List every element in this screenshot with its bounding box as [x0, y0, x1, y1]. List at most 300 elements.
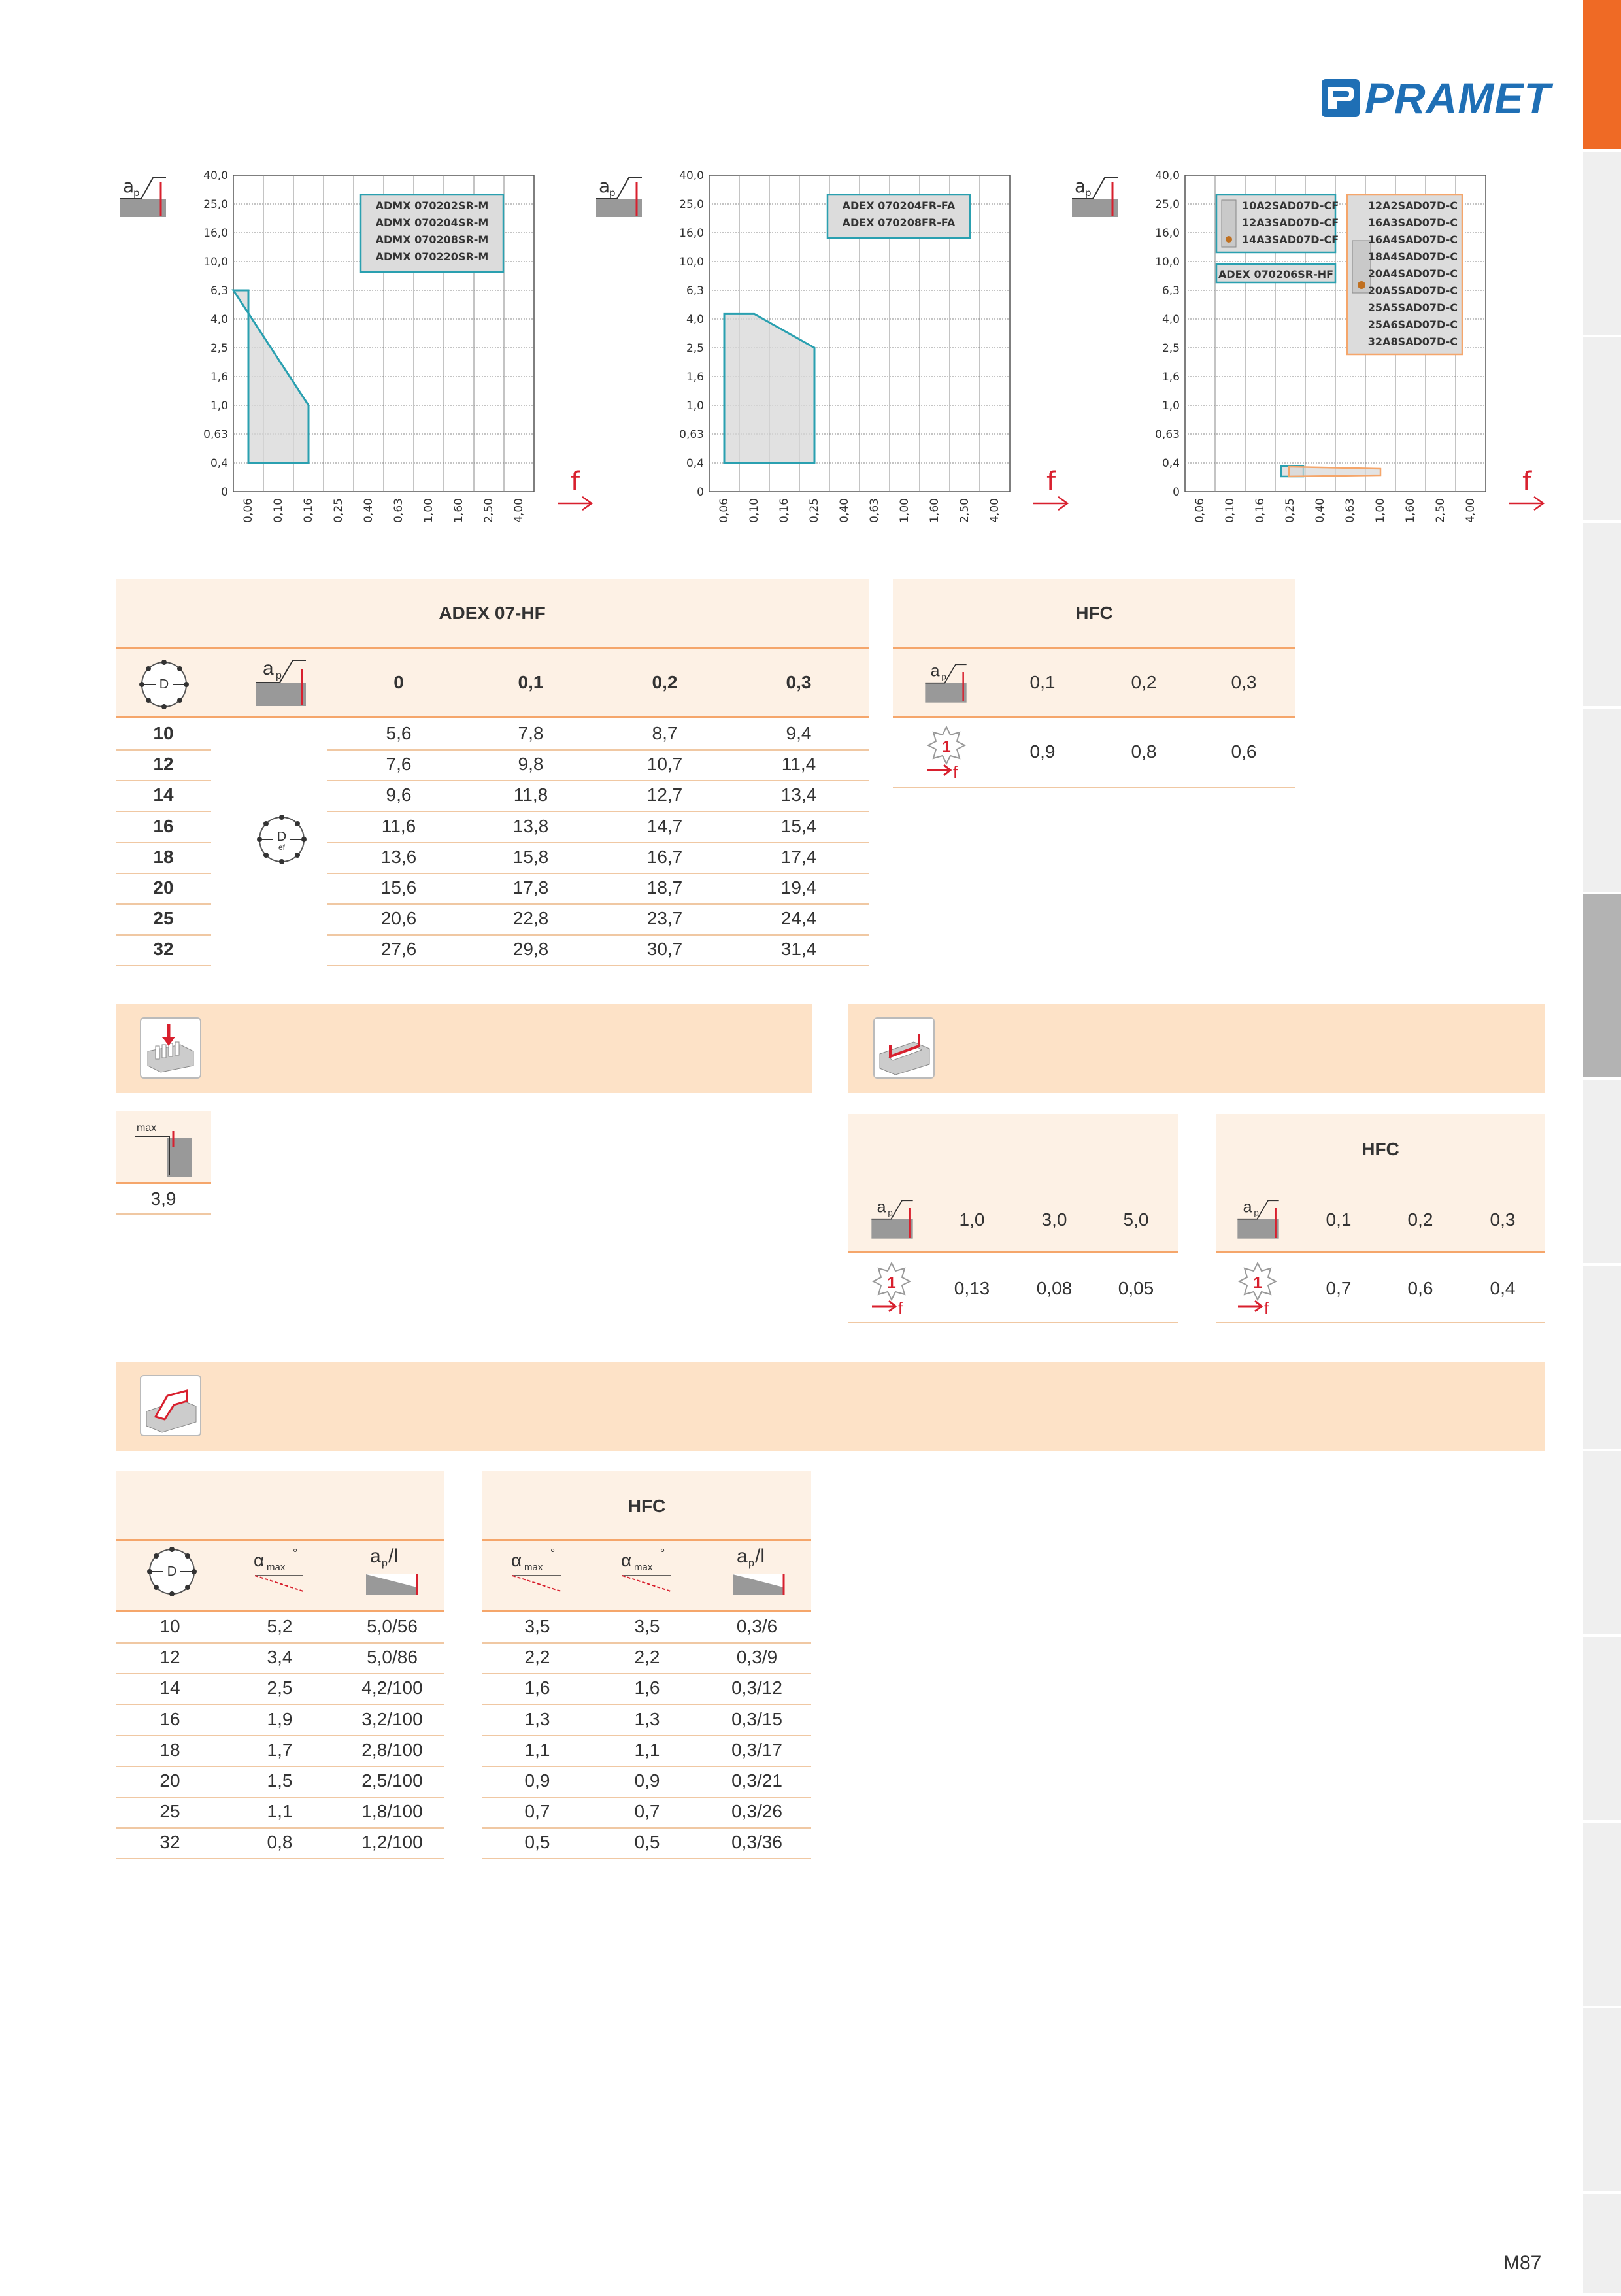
x-tick-label: 0,06 — [718, 498, 731, 522]
table1-diameter: 18 — [153, 846, 174, 867]
legend-label: 18A4SAD07D-C — [1367, 250, 1458, 263]
row-divider — [482, 1642, 811, 1644]
side-tab[interactable] — [1583, 2008, 1621, 2194]
svg-text:max: max — [634, 1562, 653, 1573]
y-tick-label: 4,0 — [210, 313, 228, 326]
table5-ratio: 4,2/100 — [361, 1678, 423, 1698]
table1-cell: 17,8 — [512, 877, 549, 898]
table1-cell: 9,4 — [786, 723, 812, 743]
y-tick-label: 0,63 — [1155, 428, 1180, 441]
table2-col-1: 0,2 — [1131, 672, 1157, 692]
arrow-right-icon — [558, 497, 592, 510]
divider — [893, 716, 1295, 718]
y-tick-label: 10,0 — [203, 256, 228, 269]
row-divider — [116, 1827, 444, 1829]
table6-angle: 1,1 — [524, 1739, 550, 1760]
table1-cell: 20,6 — [380, 908, 417, 929]
x-tick-label: 0,10 — [272, 498, 285, 522]
legend-label: 25A6SAD07D-C — [1367, 318, 1458, 331]
svg-text:p: p — [888, 1207, 893, 1218]
table5-diameter: 16 — [159, 1708, 180, 1729]
side-tab[interactable] — [1583, 1823, 1621, 2008]
x-tick-label: 0,16 — [778, 498, 791, 522]
divider — [848, 1322, 1178, 1323]
y-tick-label: 10,0 — [679, 256, 704, 269]
legend-label: 14A3SAD07D-CF — [1242, 233, 1339, 246]
x-tick-label: 0,63 — [868, 498, 881, 522]
table5-diameter: 14 — [159, 1678, 180, 1698]
legend-label: ADMX 070202SR-M — [375, 199, 489, 212]
icon-shape — [1072, 199, 1118, 217]
svg-text:a: a — [737, 1545, 748, 1567]
table5-ratio: 5,0/86 — [367, 1647, 418, 1668]
plunge-milling-icon — [140, 1017, 201, 1079]
section-plunge — [116, 1004, 812, 1093]
legend-label: 12A3SAD07D-CF — [1242, 216, 1339, 229]
y-tick-label: 1,6 — [210, 371, 228, 384]
x-tick-label: 0,40 — [838, 498, 851, 522]
row-divider — [327, 903, 869, 905]
table1-diameter: 20 — [153, 877, 174, 898]
table5-angle: 1,1 — [267, 1801, 293, 1822]
page-number: M87 — [1503, 2252, 1542, 2274]
table5-ratio: 1,8/100 — [361, 1801, 423, 1822]
table1-diameter: 32 — [153, 939, 174, 960]
row-divider — [482, 1858, 811, 1859]
table2-val-0: 0,9 — [1029, 741, 1056, 762]
row-divider — [116, 1766, 444, 1767]
brand-logo — [1322, 73, 1551, 123]
table1-diameter: 10 — [153, 723, 174, 743]
x-tick-label: 1,00 — [898, 498, 911, 522]
row-divider — [327, 842, 869, 843]
row-divider — [116, 1797, 444, 1798]
divider — [482, 1539, 811, 1541]
table5-angle: 0,8 — [267, 1832, 293, 1853]
table3-val-1: 0,08 — [1036, 1278, 1073, 1298]
table4-title: HFC — [1362, 1139, 1399, 1159]
y-tick-label: 0 — [1173, 486, 1180, 499]
svg-text:p: p — [1254, 1207, 1259, 1218]
plunge-depth-icon — [134, 1118, 193, 1177]
legend-label: ADEX 070208FR-FA — [842, 216, 956, 229]
chart-1 — [118, 169, 601, 522]
side-tab-active[interactable] — [1583, 0, 1621, 152]
table4-val-1: 0,6 — [1407, 1278, 1433, 1298]
divider — [116, 1610, 444, 1612]
brand-name: PRAMET — [1365, 74, 1551, 122]
row-divider — [116, 842, 211, 843]
table1-cell: 13,8 — [512, 815, 549, 836]
y-tick-label: 16,0 — [1155, 227, 1180, 240]
row-divider — [116, 934, 211, 936]
x-axis-symbol: f — [1522, 467, 1532, 497]
table2-val-2: 0,6 — [1231, 741, 1257, 762]
x-axis-symbol: f — [1046, 467, 1056, 497]
legend-label: ADMX 070204SR-M — [375, 216, 489, 229]
x-tick-label: 0,40 — [362, 498, 375, 522]
row-divider — [327, 873, 869, 874]
table2-val-1: 0,8 — [1131, 741, 1157, 762]
x-tick-label: 4,00 — [1464, 498, 1477, 522]
x-tick-label: 1,00 — [422, 498, 435, 522]
table5-angle: 1,9 — [267, 1708, 293, 1729]
y-tick-label: 0,63 — [679, 428, 704, 441]
table4-val-0: 0,7 — [1326, 1278, 1352, 1298]
y-tick-label: 40,0 — [679, 169, 704, 182]
table1-cell: 8,7 — [652, 723, 678, 743]
row-divider — [116, 1642, 444, 1644]
table6-angle: 0,9 — [634, 1770, 660, 1791]
y-tick-label: 16,0 — [679, 227, 704, 240]
svg-text:α: α — [254, 1550, 265, 1570]
table2-title: HFC — [1075, 603, 1113, 623]
y-tick-label: 6,3 — [1161, 284, 1180, 297]
x-tick-label: 2,50 — [958, 498, 971, 522]
table1-cell: 11,6 — [381, 815, 416, 836]
table3-val-0: 0,13 — [954, 1278, 990, 1298]
legend-label: 16A3SAD07D-C — [1367, 216, 1458, 229]
divider — [1216, 1322, 1545, 1323]
row-divider — [327, 934, 869, 936]
table2-col-0: 0,1 — [1029, 672, 1056, 692]
table1-cell: 17,4 — [780, 846, 817, 867]
legend-label: 20A4SAD07D-C — [1367, 267, 1458, 280]
y-tick-label: 10,0 — [1155, 256, 1180, 269]
table6-ratio: 0,3/36 — [731, 1832, 782, 1853]
table6-angle: 3,5 — [634, 1616, 660, 1636]
svg-text:°: ° — [293, 1547, 298, 1560]
divider — [848, 1251, 1178, 1253]
y-tick-label: 2,5 — [686, 342, 704, 355]
table1-cell: 13,4 — [780, 785, 817, 805]
table2-col-2: 0,3 — [1231, 672, 1257, 692]
table1-cell: 27,6 — [380, 939, 417, 960]
row-divider — [482, 1673, 811, 1674]
divider — [893, 787, 1295, 788]
divider — [116, 647, 869, 649]
svg-text:f: f — [1264, 1298, 1269, 1315]
legend-label: 25A5SAD07D-C — [1367, 301, 1458, 314]
table1-cell: 10,7 — [646, 754, 683, 775]
svg-text:a: a — [370, 1545, 381, 1567]
table3-col-2: 5,0 — [1123, 1209, 1149, 1230]
x-tick-label: 1,60 — [928, 498, 941, 522]
legend-label: 10A2SAD07D-CF — [1242, 199, 1339, 212]
side-tabs — [1583, 0, 1621, 2293]
x-tick-label: 0,16 — [1254, 498, 1267, 522]
row-divider — [116, 811, 211, 812]
table6-ratio: 0,3/9 — [736, 1647, 778, 1668]
ramp-angle-icon — [510, 1544, 569, 1599]
feed-star-icon — [926, 724, 967, 779]
x-tick-label: 0,06 — [1194, 498, 1207, 522]
x-tick-label: 0,25 — [1284, 498, 1297, 522]
table6-ratio: 0,3/26 — [731, 1801, 782, 1822]
table1-cell: 31,4 — [780, 939, 817, 960]
table6-angle: 2,2 — [634, 1647, 660, 1668]
divider — [116, 1182, 211, 1184]
divider — [482, 1610, 811, 1612]
table6-angle: 0,5 — [524, 1832, 550, 1853]
table1-cell: 24,4 — [780, 908, 817, 929]
row-divider — [482, 1827, 811, 1829]
tool-insert — [1226, 236, 1232, 243]
ap-subscript: p — [133, 187, 140, 199]
row-divider — [482, 1735, 811, 1736]
svg-text:a: a — [930, 662, 940, 681]
x-tick-label: 0,16 — [302, 498, 315, 522]
section-ramping — [116, 1362, 1545, 1451]
arrow-right-icon — [1509, 497, 1543, 510]
legend-label: ADEX 070204FR-FA — [842, 199, 956, 212]
svg-text:D: D — [167, 1564, 177, 1579]
side-tab[interactable] — [1583, 2194, 1621, 2296]
y-tick-label: 2,5 — [210, 342, 228, 355]
brand-logo-icon — [1322, 79, 1360, 117]
side-tab-current[interactable] — [1583, 894, 1621, 1080]
ap-symbol: a — [123, 175, 135, 197]
application-area-c — [1289, 467, 1380, 477]
side-tab[interactable] — [1583, 337, 1621, 523]
table6-ratio: 0,3/21 — [731, 1770, 782, 1791]
svg-text:1: 1 — [887, 1274, 896, 1292]
tool-insert — [1358, 281, 1365, 289]
side-tab[interactable] — [1583, 1637, 1621, 1823]
side-tab[interactable] — [1583, 1266, 1621, 1451]
table6-angle: 0,7 — [634, 1801, 660, 1822]
ap-depth-icon — [1072, 175, 1118, 217]
y-tick-label: 25,0 — [1155, 198, 1180, 211]
y-tick-label: 1,6 — [686, 371, 704, 384]
x-tick-label: 2,50 — [1434, 498, 1447, 522]
y-tick-label: 40,0 — [203, 169, 228, 182]
ramp-angle-icon — [620, 1544, 678, 1599]
row-divider — [116, 749, 211, 751]
svg-text:/l: /l — [388, 1545, 398, 1567]
y-tick-label: 16,0 — [203, 227, 228, 240]
y-tick-label: 0,4 — [210, 457, 228, 470]
row-divider — [116, 780, 211, 781]
svg-text:a: a — [1243, 1198, 1252, 1217]
svg-text:p: p — [276, 670, 282, 681]
y-tick-label: 4,0 — [1161, 313, 1180, 326]
table6-angle: 1,6 — [524, 1678, 550, 1698]
x-tick-label: 1,60 — [1404, 498, 1417, 522]
table5-angle: 3,4 — [267, 1647, 293, 1668]
table5-ratio: 5,0/56 — [367, 1616, 418, 1636]
y-tick-label: 0,4 — [686, 457, 704, 470]
row-divider — [116, 965, 211, 966]
svg-text:p: p — [748, 1558, 754, 1569]
table1-cell: 30,7 — [646, 939, 683, 960]
row-divider — [327, 749, 869, 751]
diameter-eff-icon — [251, 812, 312, 867]
legend-label: ADMX 070208SR-M — [375, 233, 489, 246]
table6-angle: 1,3 — [524, 1708, 550, 1729]
row-divider — [116, 1704, 444, 1705]
table6-ratio: 0,3/17 — [731, 1739, 782, 1760]
side-tab[interactable] — [1583, 1451, 1621, 1637]
ap-depth-icon — [120, 175, 166, 217]
ramping-icon — [140, 1375, 201, 1436]
ap-depth-icon — [1235, 1193, 1281, 1243]
svg-text:α: α — [621, 1550, 632, 1570]
divider — [116, 1213, 211, 1215]
y-tick-label: 1,6 — [1161, 371, 1180, 384]
table3-col-1: 3,0 — [1041, 1209, 1067, 1230]
icon-shape — [596, 199, 642, 217]
svg-text:/l: /l — [755, 1545, 765, 1567]
y-tick-label: 25,0 — [203, 198, 228, 211]
table5-angle: 2,5 — [267, 1678, 293, 1698]
svg-text:°: ° — [660, 1547, 665, 1560]
svg-text:p: p — [382, 1558, 388, 1569]
table5-diameter: 12 — [159, 1647, 180, 1668]
y-tick-label: 4,0 — [686, 313, 704, 326]
table1-cell: 11,4 — [781, 754, 816, 775]
table1-diameter: 25 — [153, 908, 174, 929]
table1-diameter: 14 — [153, 785, 174, 805]
legend-label: 20A5SAD07D-C — [1367, 284, 1458, 297]
table6-angle: 0,5 — [634, 1832, 660, 1853]
row-divider — [482, 1704, 811, 1705]
diameter-icon — [135, 657, 193, 712]
table4-col-2: 0,3 — [1490, 1209, 1516, 1230]
icon-shape — [120, 199, 166, 217]
ap-depth-icon — [596, 175, 642, 217]
table5-diameter: 20 — [159, 1770, 180, 1791]
table5-ratio: 2,5/100 — [361, 1770, 423, 1791]
svg-text:D: D — [276, 830, 287, 844]
row-divider — [116, 1673, 444, 1674]
table1-cell: 15,8 — [512, 846, 549, 867]
x-axis-symbol: f — [571, 467, 580, 497]
table1-cell: 7,8 — [518, 723, 544, 743]
y-tick-label: 6,3 — [210, 284, 228, 297]
ap-depth-icon — [254, 654, 309, 709]
table6-ratio: 0,3/6 — [736, 1616, 778, 1636]
table5-diameter: 18 — [159, 1739, 180, 1760]
table5-ratio: 2,8/100 — [361, 1739, 423, 1760]
ap-l-icon — [363, 1543, 422, 1599]
plunge-max-label: max — [137, 1123, 157, 1134]
y-tick-label: 40,0 — [1155, 169, 1180, 182]
table1-cell: 15,4 — [780, 815, 817, 836]
side-tab[interactable] — [1583, 709, 1621, 894]
row-divider — [482, 1766, 811, 1767]
row-divider — [482, 1797, 811, 1798]
legend-label: 16A4SAD07D-C — [1367, 233, 1458, 246]
svg-text:1: 1 — [942, 738, 951, 756]
table5-diameter: 32 — [159, 1832, 180, 1853]
table5-angle: 1,5 — [267, 1770, 293, 1791]
y-tick-label: 0 — [221, 486, 228, 499]
table6-angle: 1,3 — [634, 1708, 660, 1729]
chart-3-svg — [1069, 169, 1553, 522]
table1-cell: 15,6 — [380, 877, 417, 898]
svg-text:D: D — [159, 677, 169, 692]
row-divider — [327, 811, 869, 812]
y-tick-label: 2,5 — [1161, 342, 1180, 355]
x-tick-label: 0,10 — [748, 498, 761, 522]
legend — [827, 195, 970, 238]
row-divider — [116, 1858, 444, 1859]
x-tick-label: 0,25 — [808, 498, 821, 522]
ap-l-icon — [730, 1543, 789, 1599]
chart-2 — [593, 169, 1077, 522]
y-tick-label: 1,0 — [210, 399, 228, 413]
svg-text:α: α — [511, 1550, 522, 1570]
side-tab[interactable] — [1583, 523, 1621, 709]
table1-col-2: 0,2 — [652, 672, 678, 692]
legend-label: ADMX 070220SR-M — [375, 250, 489, 263]
side-tab[interactable] — [1583, 1080, 1621, 1266]
x-tick-label: 2,50 — [482, 498, 495, 522]
x-tick-label: 0,06 — [242, 498, 255, 522]
row-divider — [116, 903, 211, 905]
table4-col-1: 0,2 — [1407, 1209, 1433, 1230]
x-tick-label: 0,63 — [392, 498, 405, 522]
table6-angle: 1,6 — [634, 1678, 660, 1698]
table5-diameter: 10 — [159, 1616, 180, 1636]
x-tick-label: 0,63 — [1344, 498, 1357, 522]
y-tick-label: 0,4 — [1161, 457, 1180, 470]
legend-label: ADEX 070206SR-HF — [1218, 268, 1334, 280]
table1-cell: 16,7 — [646, 846, 683, 867]
ap-symbol: a — [599, 175, 610, 197]
table1-cell: 14,7 — [646, 815, 683, 836]
x-tick-label: 4,00 — [988, 498, 1001, 522]
table1-cell: 22,8 — [512, 908, 549, 929]
table4-val-2: 0,4 — [1490, 1278, 1516, 1298]
ap-subscript: p — [1085, 187, 1092, 199]
table1-cell: 18,7 — [646, 877, 683, 898]
x-tick-label: 0,10 — [1224, 498, 1237, 522]
slot-milling-icon — [873, 1017, 935, 1079]
ap-subscript: p — [609, 187, 616, 199]
x-tick-label: 1,60 — [452, 498, 465, 522]
divider — [116, 1539, 444, 1541]
table6-angle: 0,7 — [524, 1801, 550, 1822]
chart-1-svg — [118, 169, 601, 522]
table3-val-2: 0,05 — [1118, 1278, 1154, 1298]
feed-star-icon — [871, 1260, 912, 1315]
svg-text:max: max — [267, 1562, 286, 1573]
row-divider — [116, 873, 211, 874]
table6-ratio: 0,3/12 — [731, 1678, 782, 1698]
legend-label: 32A8SAD07D-C — [1367, 335, 1458, 348]
side-tab[interactable] — [1583, 152, 1621, 337]
table5-diameter: 25 — [159, 1801, 180, 1822]
table1-col-0: 0 — [393, 672, 404, 692]
table3-col-0: 1,0 — [959, 1209, 985, 1230]
legend-label: 12A2SAD07D-C — [1367, 199, 1458, 212]
x-tick-label: 0,40 — [1314, 498, 1327, 522]
table1-cell: 9,6 — [386, 785, 412, 805]
table1-diameter: 12 — [153, 754, 174, 775]
svg-text:1: 1 — [1253, 1274, 1262, 1292]
diameter-icon — [142, 1544, 201, 1599]
table1-cell: 29,8 — [512, 939, 549, 960]
table5-ratio: 1,2/100 — [361, 1832, 423, 1853]
x-tick-label: 0,25 — [332, 498, 345, 522]
x-tick-label: 4,00 — [512, 498, 526, 522]
ap-depth-icon — [869, 1193, 915, 1243]
table1-cell: 11,8 — [513, 785, 548, 805]
table6-ratio: 0,3/15 — [731, 1708, 782, 1729]
y-tick-label: 0 — [697, 486, 704, 499]
